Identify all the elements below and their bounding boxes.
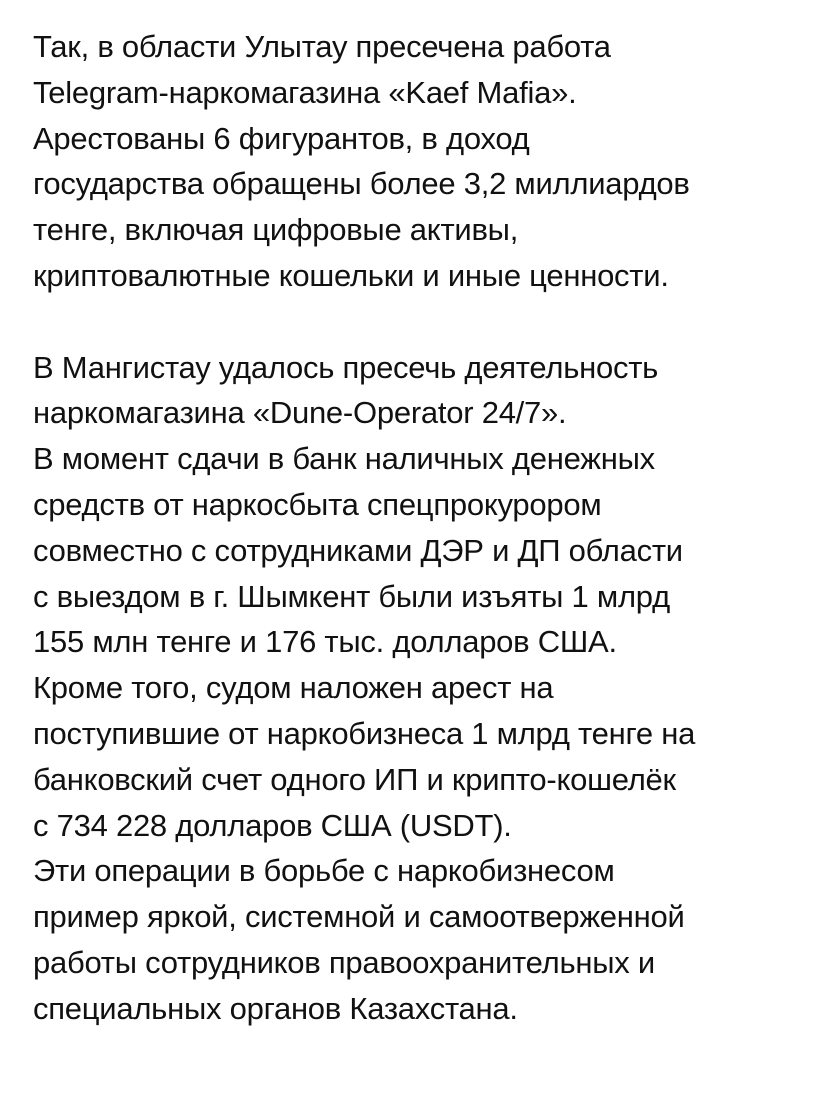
text-line: Арестованы 6 фигурантов, в доход: [33, 120, 530, 156]
text-line: Так, в области Улытау пресечена работа: [33, 29, 611, 64]
text-line: наркомагазина «Dune-Operator 24/7».: [33, 395, 567, 431]
text-line: государства обращены более 3,2 миллиардов: [33, 166, 690, 202]
paragraph-ulytau: [33, 24, 803, 299]
text-line: пример яркой, системной и самоотверженной: [33, 899, 685, 935]
text-line: поступившие от наркобизнеса 1 млрд тенге на: [33, 715, 696, 751]
text-line: работы сотрудников правоохранительных и: [33, 944, 655, 980]
text-line: 155 млн тенге и 176 тыс. долларов США.: [33, 624, 617, 660]
text-line: В момент сдачи в банк наличных денежных: [33, 441, 655, 477]
text-line: средств от наркосбыта спецпрокурором: [33, 486, 602, 522]
text-line: банковский счет одного ИП и крипто-кошелёк: [33, 761, 676, 797]
text-line: криптовалютные кошельки и иные ценности.: [33, 257, 669, 293]
paragraph-gap: [33, 299, 803, 345]
text-line: В Мангистау удалось пресечь деятельность: [33, 349, 659, 385]
text-line: совместно с сотрудниками ДЭР и ДП области: [33, 532, 683, 568]
text-line: Эти операции в борьбе с наркобизнесом: [33, 853, 615, 889]
text-line: с выездом в г. Шымкент были изъяты 1 млрд: [33, 578, 670, 614]
text-line: специальных органов Казахстана.: [33, 990, 518, 1026]
text-line: с 734 228 долларов США (USDT).: [33, 807, 512, 843]
text-line: тенге, включая цифровые активы,: [33, 212, 519, 248]
post-text: [33, 24, 803, 1032]
text-line: Telegram-наркомагазина «Kaef Mafia».: [33, 74, 577, 110]
text-line: Кроме того, судом наложен арест на: [33, 670, 554, 706]
paragraph-mangistau: [33, 345, 803, 1032]
